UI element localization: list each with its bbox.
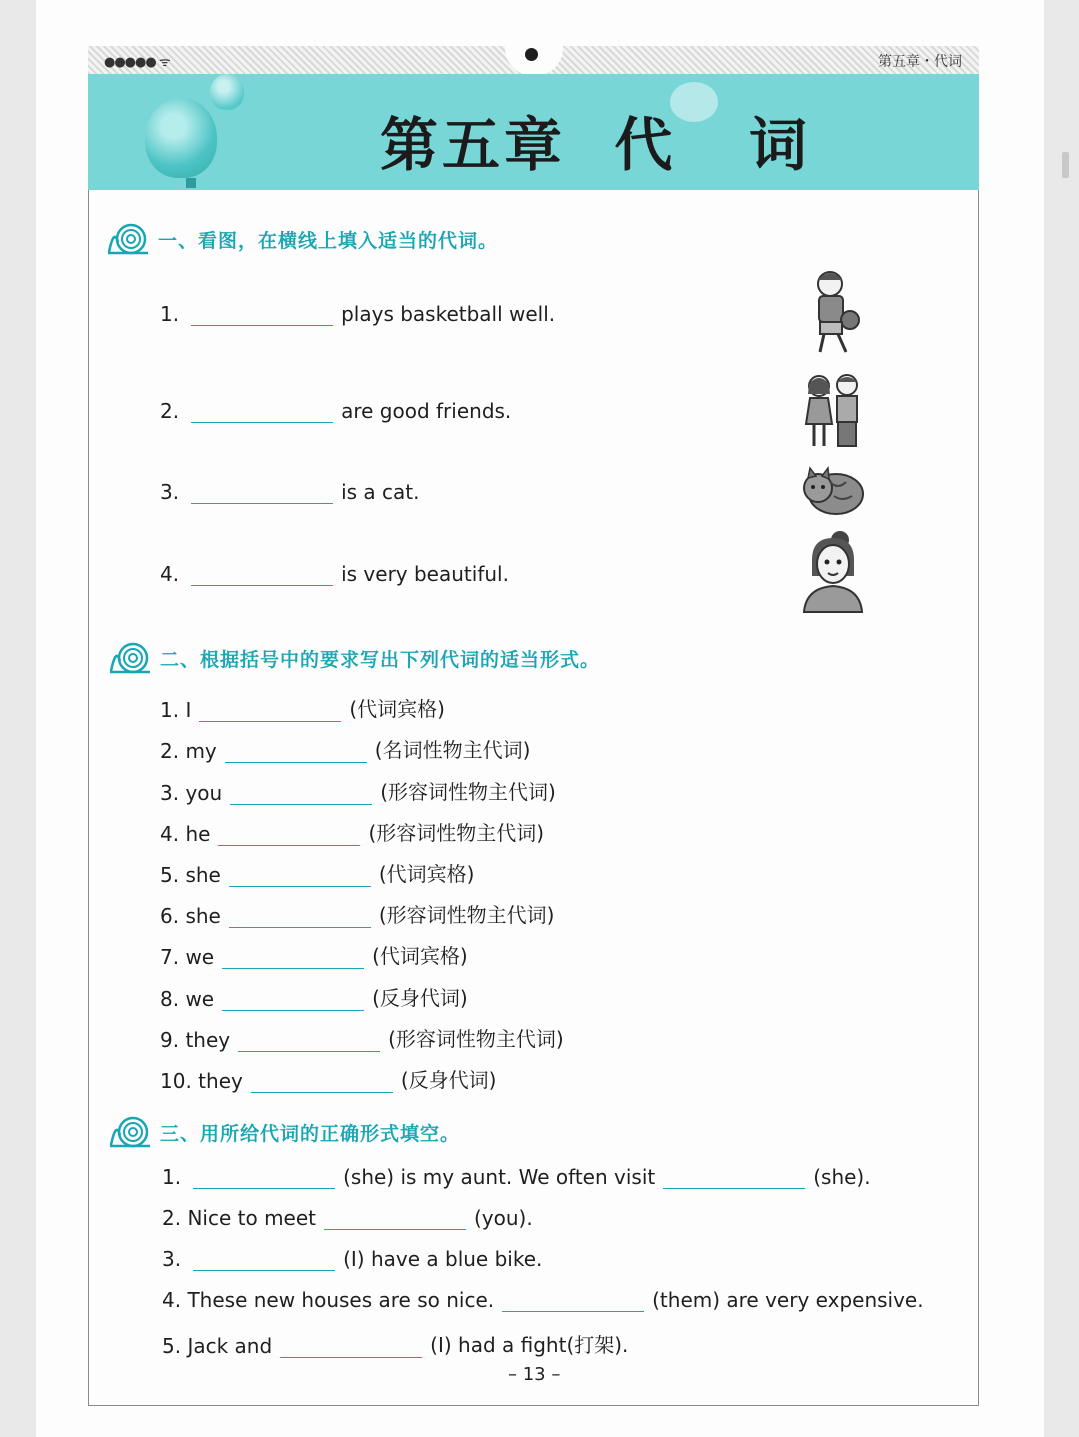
page-title: 第五章 代 词 bbox=[380, 111, 811, 179]
s1-item-4: 4. is very beautiful. bbox=[160, 562, 509, 586]
two-children-icon bbox=[802, 372, 864, 454]
answer-blank[interactable] bbox=[502, 1290, 644, 1312]
signal-indicator: ●●●●● ᯤ bbox=[104, 55, 170, 70]
s3-item-3: 3. (I) have a blue bike. bbox=[162, 1247, 543, 1271]
answer-blank[interactable] bbox=[222, 989, 364, 1011]
section-3-heading bbox=[108, 1115, 460, 1149]
answer-blank[interactable] bbox=[191, 564, 333, 586]
snail-icon bbox=[106, 222, 150, 256]
s1-item-1: 1. plays basketball well. bbox=[160, 302, 556, 326]
page-number: – 13 – bbox=[508, 1364, 561, 1385]
snail-icon bbox=[108, 641, 152, 675]
scrollbar-thumb[interactable] bbox=[1062, 152, 1069, 178]
small-balloon-icon bbox=[210, 74, 244, 110]
s2-item-10: 10. they (反身代词) bbox=[160, 1068, 497, 1093]
answer-blank[interactable] bbox=[193, 1167, 335, 1189]
answer-blank[interactable] bbox=[251, 1071, 393, 1093]
s2-item-1: 1. I (代词宾格) bbox=[160, 697, 445, 722]
hot-air-balloon-icon bbox=[145, 98, 217, 178]
snail-icon bbox=[108, 1115, 152, 1149]
s2-item-6: 6. she (形容词性物主代词) bbox=[160, 903, 555, 928]
s2-item-9: 9. they (形容词性物主代词) bbox=[160, 1027, 564, 1052]
s2-item-8: 8. we (反身代词) bbox=[160, 986, 468, 1011]
answer-blank[interactable] bbox=[225, 741, 367, 763]
camera-dot-icon bbox=[525, 48, 538, 61]
section-1-title: 一、看图，在横线上填入适当的代词。 bbox=[158, 229, 499, 252]
answer-blank[interactable] bbox=[222, 947, 364, 969]
s1-item-3: 3. is a cat. bbox=[160, 480, 420, 504]
answer-blank[interactable] bbox=[230, 783, 372, 805]
chapter-tag: 第五章・代词 bbox=[878, 54, 962, 70]
answer-blank[interactable] bbox=[229, 906, 371, 928]
section-2-title: 二、根据括号中的要求写出下列代词的适当形式。 bbox=[160, 648, 601, 671]
answer-blank[interactable] bbox=[238, 1030, 380, 1052]
answer-blank[interactable] bbox=[191, 304, 333, 326]
s3-item-2: 2. Nice to meet (you). bbox=[162, 1206, 533, 1230]
s3-item-4: 4. These new houses are so nice. (them) are very expensive. bbox=[162, 1288, 924, 1312]
section-1-heading bbox=[106, 222, 498, 256]
section-3-title: 三、用所给代词的正确形式填空。 bbox=[160, 1122, 461, 1145]
answer-blank[interactable] bbox=[229, 865, 371, 887]
answer-blank[interactable] bbox=[199, 700, 341, 722]
answer-blank[interactable] bbox=[663, 1167, 805, 1189]
answer-blank[interactable] bbox=[191, 401, 333, 423]
answer-blank[interactable] bbox=[218, 824, 360, 846]
s2-item-7: 7. we (代词宾格) bbox=[160, 944, 468, 969]
s2-item-3: 3. you (形容词性物主代词) bbox=[160, 780, 556, 805]
cat-icon bbox=[800, 462, 866, 522]
s2-item-5: 5. she (代词宾格) bbox=[160, 862, 475, 887]
s2-item-2: 2. my (名词性物主代词) bbox=[160, 738, 531, 763]
answer-blank[interactable] bbox=[324, 1208, 466, 1230]
boy-basketball-icon bbox=[806, 268, 866, 362]
balloon-basket-icon bbox=[186, 178, 196, 188]
s1-item-2: 2. are good friends. bbox=[160, 399, 512, 423]
s3-item-1: 1. (she) is my aunt. We often visit (she). bbox=[162, 1165, 871, 1189]
answer-blank[interactable] bbox=[191, 482, 333, 504]
s3-item-5: 5. Jack and (I) had a fight(打架). bbox=[162, 1333, 629, 1358]
girl-icon bbox=[800, 530, 866, 618]
section-2-heading bbox=[108, 641, 600, 675]
s2-item-4: 4. he (形容词性物主代词) bbox=[160, 821, 545, 846]
answer-blank[interactable] bbox=[193, 1249, 335, 1271]
answer-blank[interactable] bbox=[280, 1336, 422, 1358]
